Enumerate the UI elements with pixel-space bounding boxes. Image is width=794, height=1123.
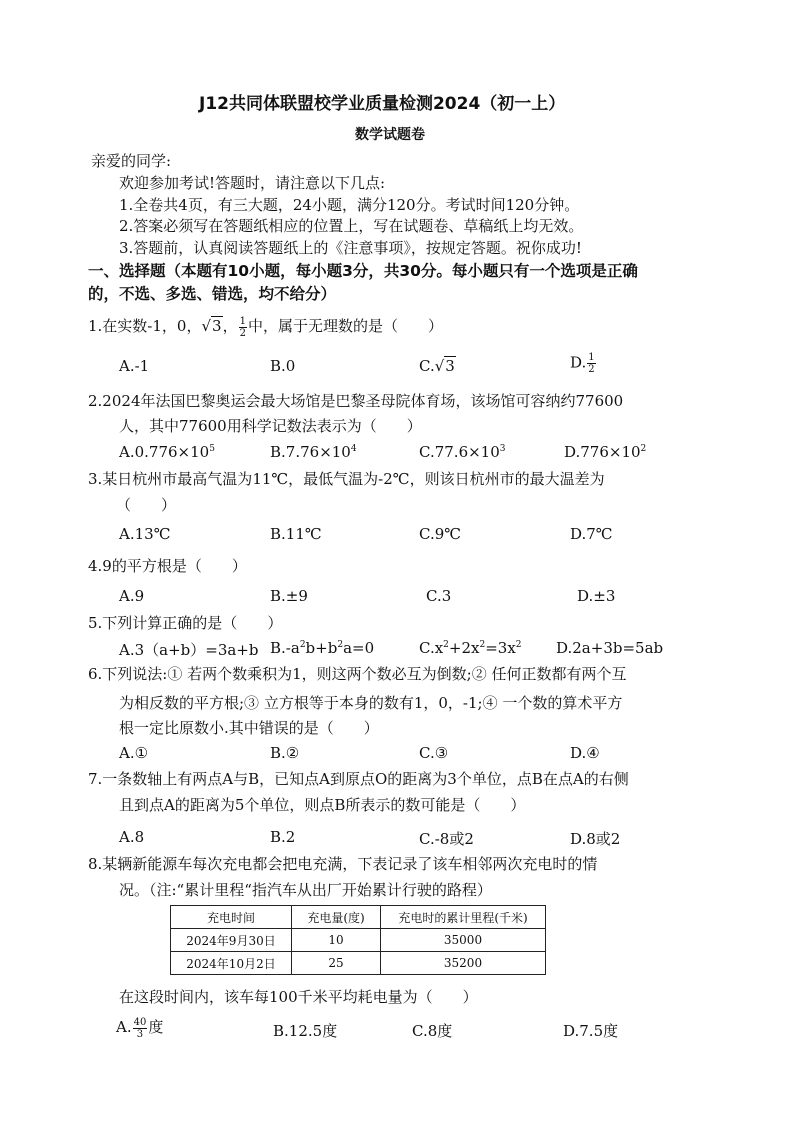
section-heading-line1: 一、选择题（本题有10小题，每小题3分，共30分。每小题只有一个选项是正确 <box>88 262 638 280</box>
question-6-line1: 6.下列说法:① 若两个数乘积为1，则这两个数必互为倒数;② 任何正数都有两个互 <box>88 665 627 683</box>
sqrt-expression: √3 <box>434 357 455 375</box>
q3-option-a: A.13℃ <box>119 525 171 543</box>
q7-option-c: C.-8或2 <box>419 830 474 848</box>
exponent: 2 <box>443 640 449 650</box>
q6-option-d: D.④ <box>570 744 600 762</box>
fraction-numerator: 1 <box>588 352 595 363</box>
exponent: 2 <box>640 444 647 454</box>
option-text: a=0 <box>343 639 375 657</box>
q1-option-d <box>570 352 597 375</box>
exponent: 2 <box>299 640 306 650</box>
option-text: C.x <box>419 639 444 657</box>
q7-option-a: A.8 <box>119 828 145 846</box>
q1-prefix: 1.在实数-1，0， <box>88 317 202 335</box>
table-cell: 2024年9月30日 <box>171 929 292 952</box>
q6-option-b: B.② <box>270 744 300 762</box>
q2-option-a <box>119 443 215 461</box>
q5-option-d: D.2a+3b=5ab <box>556 639 664 657</box>
q1-suffix: 中，属于无理数的是（ ） <box>247 317 443 335</box>
table-header-row <box>171 906 546 929</box>
question-2-line2: 人，其中77600用科学记数法表示为（ ） <box>119 417 422 435</box>
table-cell: 35200 <box>381 952 546 975</box>
option-text: B.7.76×10 <box>270 443 351 461</box>
charging-table <box>170 905 546 975</box>
table-header: 充电时的累计里程(千米) <box>381 906 546 929</box>
sqrt-radicand: 3 <box>212 317 222 335</box>
option-text: C.77.6×10 <box>419 443 500 461</box>
sqrt-expression: √3 <box>201 317 222 335</box>
q5-option-b <box>270 639 374 657</box>
option-text: 度 <box>148 1018 164 1036</box>
fraction <box>133 1017 148 1040</box>
q4-option-a: A.9 <box>119 587 145 605</box>
q5-option-c <box>419 639 522 657</box>
q7-option-d: D.8或2 <box>570 830 621 848</box>
fraction <box>587 352 595 375</box>
exam-title: J12共同体联盟校学业质量检测2024（初一上） <box>199 94 566 114</box>
table-cell: 2024年10月2日 <box>171 952 292 975</box>
question-6-line2: 为相反数的平方根;③ 立方根等于本身的数有1，0，-1;④ 一个数的算术平方 <box>119 694 623 712</box>
option-label: A. <box>116 1018 132 1036</box>
q2-option-c <box>419 443 506 461</box>
table-row <box>171 929 546 952</box>
note-1: 1.全卷共4页，有三大题，24小题，满分120分。考试时间120分钟。 <box>119 196 580 214</box>
table-row <box>171 952 546 975</box>
q8-option-b: B.12.5度 <box>273 1022 338 1040</box>
question-1-stem: 1.在实数-1，0，√3， $\frac{1}{2}$ 中，属于无理数的是（ ） <box>88 315 443 339</box>
q1-option-a: A.-1 <box>119 357 150 375</box>
q3-option-b: B.11℃ <box>270 525 322 543</box>
q1-option-b: B.0 <box>270 357 296 375</box>
option-label: D. <box>570 353 587 372</box>
fraction-denominator: 3 <box>136 1028 144 1040</box>
option-text: +2x <box>448 639 480 657</box>
q1-option-c <box>419 357 456 375</box>
question-6-line3: 根一定比原数小.其中错误的是（ ） <box>119 719 379 737</box>
q4-option-d: D.±3 <box>577 587 616 605</box>
q8-option-a <box>116 1016 163 1040</box>
question-8-line2: 况。（注:“累计里程“指汽车从出厂开始累计行驶的路程） <box>119 881 492 899</box>
q3-option-c: C.9℃ <box>419 525 462 543</box>
question-5-stem: 5.下列计算正确的是（ ） <box>88 614 283 632</box>
exponent: 4 <box>350 444 357 454</box>
exponent: 3 <box>499 444 506 454</box>
exam-subtitle: 数学试题卷 <box>355 127 425 143</box>
question-7-line1: 7.一条数轴上有两点A与B，已知点A到原点O的距离为3个单位，点B在点A的右侧 <box>88 770 629 788</box>
option-text: =3x <box>485 639 516 657</box>
option-text: D.776×10 <box>564 443 641 461</box>
greeting: 亲爱的同学: <box>91 152 172 170</box>
option-text: b+b <box>305 639 338 657</box>
q4-option-c: C.3 <box>426 587 452 605</box>
table-cell: 10 <box>292 929 381 952</box>
note-2: 2.答案必须写在答题纸相应的位置上，写在试题卷、草稿纸上均无效。 <box>119 217 584 235</box>
q5-option-a: A.3（a+b）=3a+b <box>119 641 259 659</box>
table-cell: 25 <box>292 952 381 975</box>
option-label: C. <box>419 357 435 375</box>
note-3: 3.答题前，认真阅读答题纸上的《注意事项》，按规定答题。祝你成功! <box>119 239 582 257</box>
exponent: 2 <box>479 640 486 650</box>
q4-option-b: B.±9 <box>270 587 308 605</box>
option-text: B.-a <box>270 639 300 657</box>
q7-option-b: B.2 <box>270 828 296 846</box>
question-2-line1: 2.2024年法国巴黎奥运会最大场馆是巴黎圣母院体育场，该场馆可容纳约77600 <box>88 392 624 410</box>
question-7-line2: 且到点A的距离为5个单位，则点B所表示的数可能是（ ） <box>119 796 526 814</box>
fraction <box>239 316 247 339</box>
sqrt-radicand: 3 <box>445 357 455 375</box>
q3-option-d: D.7℃ <box>570 525 613 543</box>
q2-option-b <box>270 443 357 461</box>
q2-option-d <box>564 443 646 461</box>
question-3-line2: （ ） <box>116 496 177 514</box>
fraction-denominator: 2 <box>588 364 595 375</box>
welcome-text: 欢迎参加考试!答题时，请注意以下几点: <box>119 174 386 192</box>
question-3-line1: 3.某日杭州市最高气温为11℃，最低气温为-2℃，则该日杭州市的最大温差为 <box>88 470 605 488</box>
q8-option-d: D.7.5度 <box>563 1022 619 1040</box>
question-4-stem: 4.9的平方根是（ ） <box>88 557 247 575</box>
fraction-denominator: 2 <box>239 327 246 339</box>
table-header: 充电时间 <box>171 906 292 929</box>
fraction-numerator: 40 <box>133 1016 147 1028</box>
table-cell: 35000 <box>381 929 546 952</box>
exponent: 2 <box>515 640 522 650</box>
table-header: 充电量(度) <box>292 906 381 929</box>
section-heading-line2: 的，不选、多选、错选，均不给分） <box>88 285 337 303</box>
q6-option-a: A.① <box>119 744 149 762</box>
q8-option-c: C.8度 <box>412 1022 453 1040</box>
question-8-line1: 8.某辆新能源车每次充电都会把电充满，下表记录了该车相邻两次充电时的情 <box>88 855 598 873</box>
exponent: 2 <box>337 640 344 650</box>
q6-option-c: C.③ <box>419 744 449 762</box>
option-text: A.0.776×10 <box>119 443 210 461</box>
question-8-question: 在这段时间内，该车每100千米平均耗电量为（ ） <box>119 988 478 1006</box>
exponent: 5 <box>209 444 215 454</box>
fraction-numerator: 1 <box>239 315 246 327</box>
